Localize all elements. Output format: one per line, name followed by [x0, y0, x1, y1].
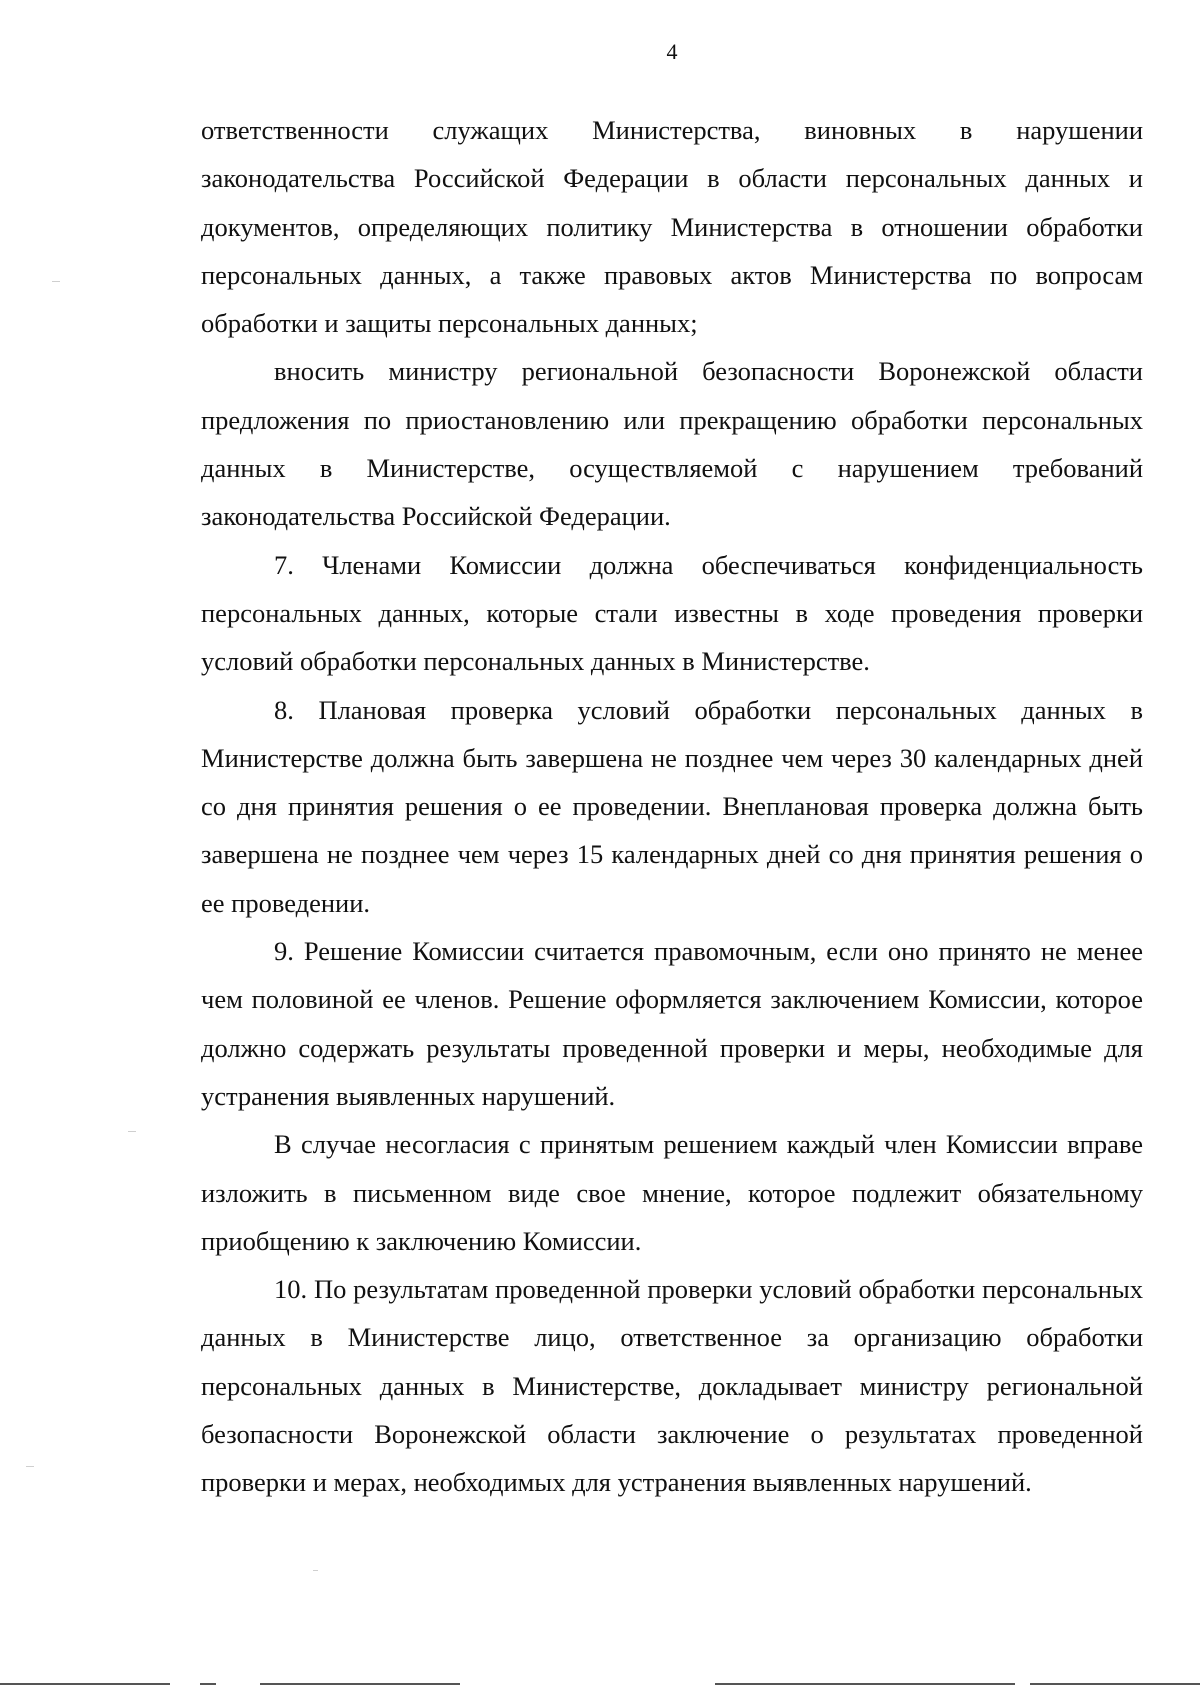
paragraph-dissent: В случае несогласия с принятым решением каждый член Комиссии вправе изложить в письменном виде свое мнение, которое подлежит обязательному приобщению к заключению Комиссии. [201, 1129, 1143, 1256]
scan-speck [128, 1131, 136, 1132]
scan-speck [313, 1570, 318, 1571]
scan-speck [26, 1466, 34, 1467]
scan-edge-line [0, 1683, 170, 1685]
paragraph-proposals: вносить министру региональной безопасности Воронежской области предложения по приостановлению или прекращению обработки персональных данных в Министерстве, осуществляемой с нарушением требований законодательства Российской Федерации. [201, 356, 1143, 532]
paragraph-10-report: 10. По результатам проведенной проверки условий обработки персональных данных в Министерстве лицо, ответственное за организацию обработки персональных данных в Министерстве, докладывает министру региональной безопасности Воронежской области заключение о результатах проведенной проверки и мерах, необходимых для устранения выявленных нарушений. [201, 1274, 1143, 1498]
page-number: 4 [666, 39, 678, 64]
paragraph-continuation: ответственности служащих Министерства, виновных в нарушении законодательства Российской Федерации в области персональных данных и документов, определяющих политику Министерства в отношении обработки персональных данных, а также правовых актов Министерства по вопросам обработки и защиты персональных данных; [201, 115, 1143, 339]
scan-speck [52, 281, 60, 282]
paragraph-7-confidentiality: 7. Членами Комиссии должна обеспечиваться конфиденциальность персональных данных, которые стали известны в ходе проведения проверки условий обработки персональных данных в Министерстве. [201, 549, 1143, 677]
paragraph-8-inspection-deadline: 8. Плановая проверка условий обработки персональных данных в Министерстве должна быть завершена не позднее чем через 30 календарных дней со дня принятия решения о ее проведении. Внеплановая проверка должна быть завершена не позднее чем через 15 календарных дней со дня принятия решения о ее проведении. [201, 694, 1143, 918]
document-body [201, 106, 1143, 1507]
scan-edge-line [715, 1683, 1015, 1685]
scan-edge-line [1030, 1683, 1200, 1685]
scan-edge-line [200, 1683, 216, 1685]
paragraph-9-decision: 9. Решение Комиссии считается правомочным, если оно принято не менее чем половиной ее членов. Решение оформляется заключением Комиссии, которое должно содержать результаты проведенной проверки и меры, необходимые для устранения выявленных нарушений. [201, 936, 1143, 1111]
scan-edge-line [260, 1683, 460, 1685]
